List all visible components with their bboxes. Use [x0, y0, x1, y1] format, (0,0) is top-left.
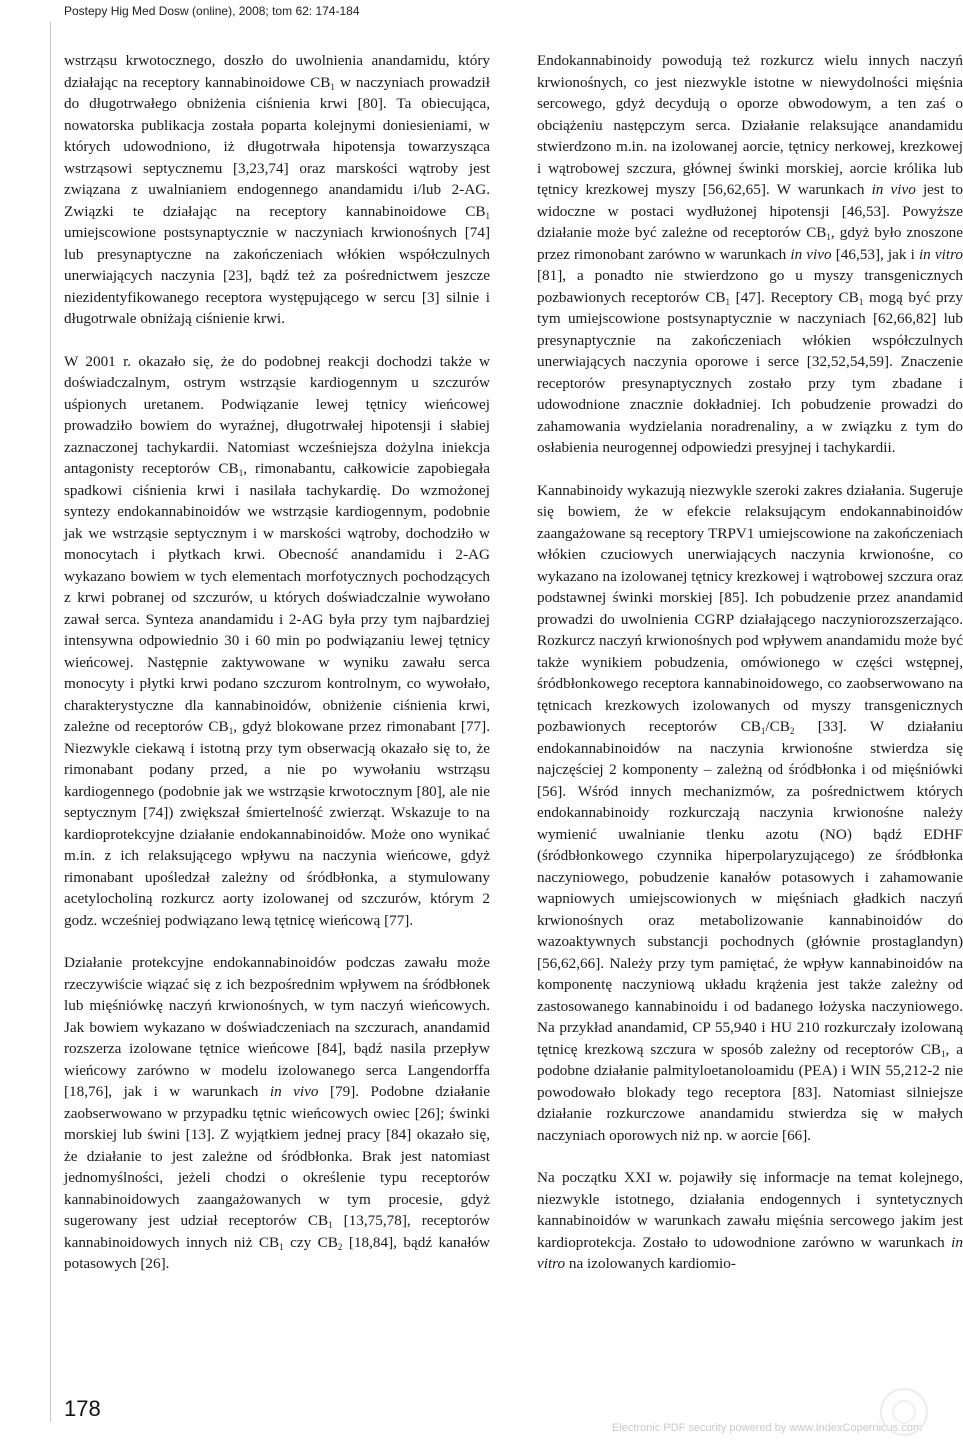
paragraph: Działanie protekcyjne endokannabinoidów podczas zawału może rzeczywiście wiązać się z ich bezpośrednim wpływem na śródbłonek lub mięśniówkę naczyń krwionośnych, w tym naczyń wieńcowych. Jak bowiem wykazano w doświadczeniach na szczurach, anandamid rozszerza izolowane tętnice wieńcowe [84], bądź nasila przepływ wieńcowy zarówno w modelu izolowanego serca Langendorffa [18,76], jak i w warunkach in vivo [79]. Podobne działanie zaobserwowano w przypadku tętnic wieńcowych owiec [26]; świnki morskiej lub świni [13]. Z wyjątkiem jednej pracy [84] okazało się, że działanie to jest zależne od śródbłonka. Brak jest natomiast jednomyślności, jeżeli chodzi o określenie typu receptorów kannabinoidowych zaangażowanych w tym procesie, gdyż sugerowany jest udział receptorów $CB_1$ [13,75,78], receptorów kannabinoidowych innych niż $CB_1$ czy $CB_2$ [18,84], bądź kanałów potasowych [26]. — [64, 954, 491, 1272]
margin-rule — [50, 22, 51, 1422]
left-column — [64, 50, 490, 1275]
paragraph: W 2001 r. okazało się, że do podobnej reakcji dochodzi także w doświadczalnym, ostrym wstrząsie kardiogennym u szczurów uśpionych uretanem. Podwiązanie lewej tętnicy wieńcowej prowadziło bowiem do wyraźnej, długotrwałej hipotensji i słabiej zaznaczonej tachykardii. Natomiast wcześniejsza dożylna iniekcja antagonisty receptorów $CB_1$, rimonabantu, całkowicie zapobiegała spadkowi ciśnienia krwi i nasilała tachykardię. Do wzmożonej syntezy endokannabinoidów we wstrząsie kardiogennym, podobnie jak we wstrząsie septycznym i w marskości wątroby, dochodziło w monocytach i płytkach krwi. Obecność anandamidu i 2-AG wykazano bowiem w tych elementach morfotycznych pochodzących z krwi pobranej od szczurów, u których doświadczalnie wywołano zawał serca. Synteza anandamidu i 2-AG była przy tym najbardziej intensywna odpowiednio 30 i 60 min po podwiązaniu lewej tętnicy wieńcowej. Następnie zaktywowane w wyniku zawału serca monocyty i płytki krwi podano szczurom kontrolnym, co wywołało, charakterystyczne dla kannabinoidów, obniżenie ciśnienia krwi, zależne od receptorów $CB_1$, gdyż blokowane przez rimonabant [77]. Niezwykle ciekawą i istotną przy tym obserwacją okazało się to, że rimonabant podany przed, a nie po wywołaniu wstrząsu kardiogennego (podobnie jak we wstrząsie krwotocznym [80], ale nie septycznym [74]) zwiększał śmiertelność zwierząt. Wskazuje to na kardioprotekcyjne działanie endokannabinoidów. Może ono wynikać m.in. z ich relaksującego wpływu na naczynia wieńcowe, gdyż rimonabant upośledzał zależny od śródbłonka, a stymulowany acetylocholiną rozkurcz aorty izolowanej od szczurów, którym 2 godz. wcześniej podwiązano lewą tętnicę wieńcową [77]. — [64, 352, 490, 929]
running-header — [0, 0, 960, 22]
security-footer: Electronic PDF security powered by www.IndexCopernicus.com — [612, 1422, 922, 1434]
paragraph: Endokannabinoidy powodują też rozkurcz wielu innych naczyń krwionośnych, co jest niezwykle istotne w niewydolności mięśnia sercowego, gdyż decydują o oporze obwodowym, a ten zaś o obciążeniu następczym serca. Działanie relaksujące anandamidu stwierdzono m.in. na izolowanej aorcie, tętnicy nerkowej, krezkowej i wątrobowej szczura, głównej świnki morskiej, aorcie królika lub tętnicy krezkowej myszy [56,62,65]. W warunkach in vivo jest to widoczne w postaci wydłużonej hipotensji [46,53]. Powyższe działanie może być zależne od receptorów $CB_1$, gdyż było znoszone przez rimonobant zarówno w warunkach in vivo [46,53], jak i in vitro [81], a ponadto nie stwierdzono go u myszy transgenicznych pozbawionych receptorów $CB_1$ [47]. Receptory $CB_1$ mogą być przy tym umiejscowione postsynaptycznie w naczyniach [62,66,82] lub presynaptycznie na zakończeniach włókien współczulnych unerwiających naczynia oporowe i serce [32,52,54,59]. Znaczenie receptorów presynaptycznych zostało przy tym zbadane i udowodnione znacznie dokładniej. Ich pobudzenie prowadzi do zahamowania wydzielania noradrenaliny, a w związku z tym do osłabienia neurogennej odpowiedzi presyjnej i tachykardii. — [537, 52, 963, 456]
right-column — [537, 50, 963, 1275]
paragraph: Kannabinoidy wykazują niezwykle szeroki zakres działania. Sugeruje się bowiem, że w efekcie relaksującym endokannabinoidów zaangażowane są receptory TRPV1 umiejscowione na zakończeniach włókien czuciowych unerwiających naczynia krwionośne, co wykazano na izolowanej tętnicy krezkowej i wątrobowej szczura oraz podstawnej świnki morskiej [85]. Ich pobudzenie przez anandamid prowadzi do uwolnienia CGRP działającego naczyniorozszerzająco. Rozkurcz naczyń krwionośnych pod wpływem anandamidu może być także wynikiem pobudzenia, omówionego w części wstępnej, śródbłonkowego receptora kannabinoidowego, co zaobserwowano na tętnicach krezkowych izolowanych od myszy transgenicznych pozbawionych receptorów $CB_1/CB_2$ [33]. W działaniu endokannabinoidów na naczynia krwionośne stwierdza się najczęściej 2 komponenty – zależną od śródbłonka i od mięśniówki [56]. Wśród innych mechanizmów, za pośrednictwem których endokannabinoidy rozkurczają naczynia krwionośne należy wymienić uwalnianie tlenku azotu (NO) bądź EDHF (śródbłonkowego czynnika hiperpolaryzującego) ze śródbłonka naczyniowego, pobudzenie kanałów potasowych i zahamowanie wapniowych umiejscowionych w mięśniach gładkich naczyń krwionośnych oraz metabolizowanie kannabinoidów do wazoaktywnych substancji pochodnych (głównie prostaglandyn) [56,62,66]. Należy przy tym pamiętać, że wpływ kannabinoidów na komponentę naczyniową układu krążenia jest także zależny od zastosowanego kannabinoidu i od badanego łożyska naczyniowego. Na przykład anandamid, CP 55,940 i HU 210 rozkurczały izolowaną tętnicę krezkową szczura w sposób zależny od receptorów $CB_1$, a podobne działanie palmityloetanoloamidu (PEA) i WIN 55,212-2 nie powodowało blokady tego receptora [83]. Natomiast silniejsze działanie rozkurczowe anandamidu stwierdza się w małych naczyniach oporowych niż np. w aorcie [66]. — [537, 481, 963, 1144]
page-number: 178 — [64, 1396, 101, 1421]
watermark-logo-icon — [880, 1388, 928, 1436]
paragraph: wstrząsu krwotocznego, doszło do uwolnienia anandamidu, który działając na receptory kannabinoidowe $CB_1$ w naczyniach prowadził do długotrwałego obniżenia ciśnienia krwi [80]. Ta obiecująca, nowatorska publikacja została poparta kolejnymi doniesieniami, w których udowodniono, iż długotrwała hipotensja towarzysząca wstrząsowi septycznemu [3,23,74] oraz marskości wątroby jest związana z uwalnianiem endogennego anandamidu i/lub 2-AG. Związki te działając na receptory kannabinoidowe $CB_1$ umiejscowione postsynaptycznie w naczyniach krwionośnych [74] lub presynaptyczne na zakończeniach włókien współczulnych unerwiających naczynia [23], bądź też za pośrednictwem jeszcze niezidentyfikowanego receptora występującego w sercu [3] silnie i długotrwale obniżają ciśnienie krwi. — [64, 52, 490, 327]
journal-citation: Postepy Hig Med Dosw (online), 2008; tom 62: 174-184 — [64, 4, 360, 18]
paragraph: Na początku XXI w. pojawiły się informacje na temat kolejnego, niezwykle istotnego, działania endogennych i syntetycznych kannabinoidów w warunkach zawału mięśnia sercowego jakim jest kardioprotekcja. Zostało to udowodnione zarówno w warunkach in vitro na izolowanych kardiomio- — [537, 1169, 963, 1272]
